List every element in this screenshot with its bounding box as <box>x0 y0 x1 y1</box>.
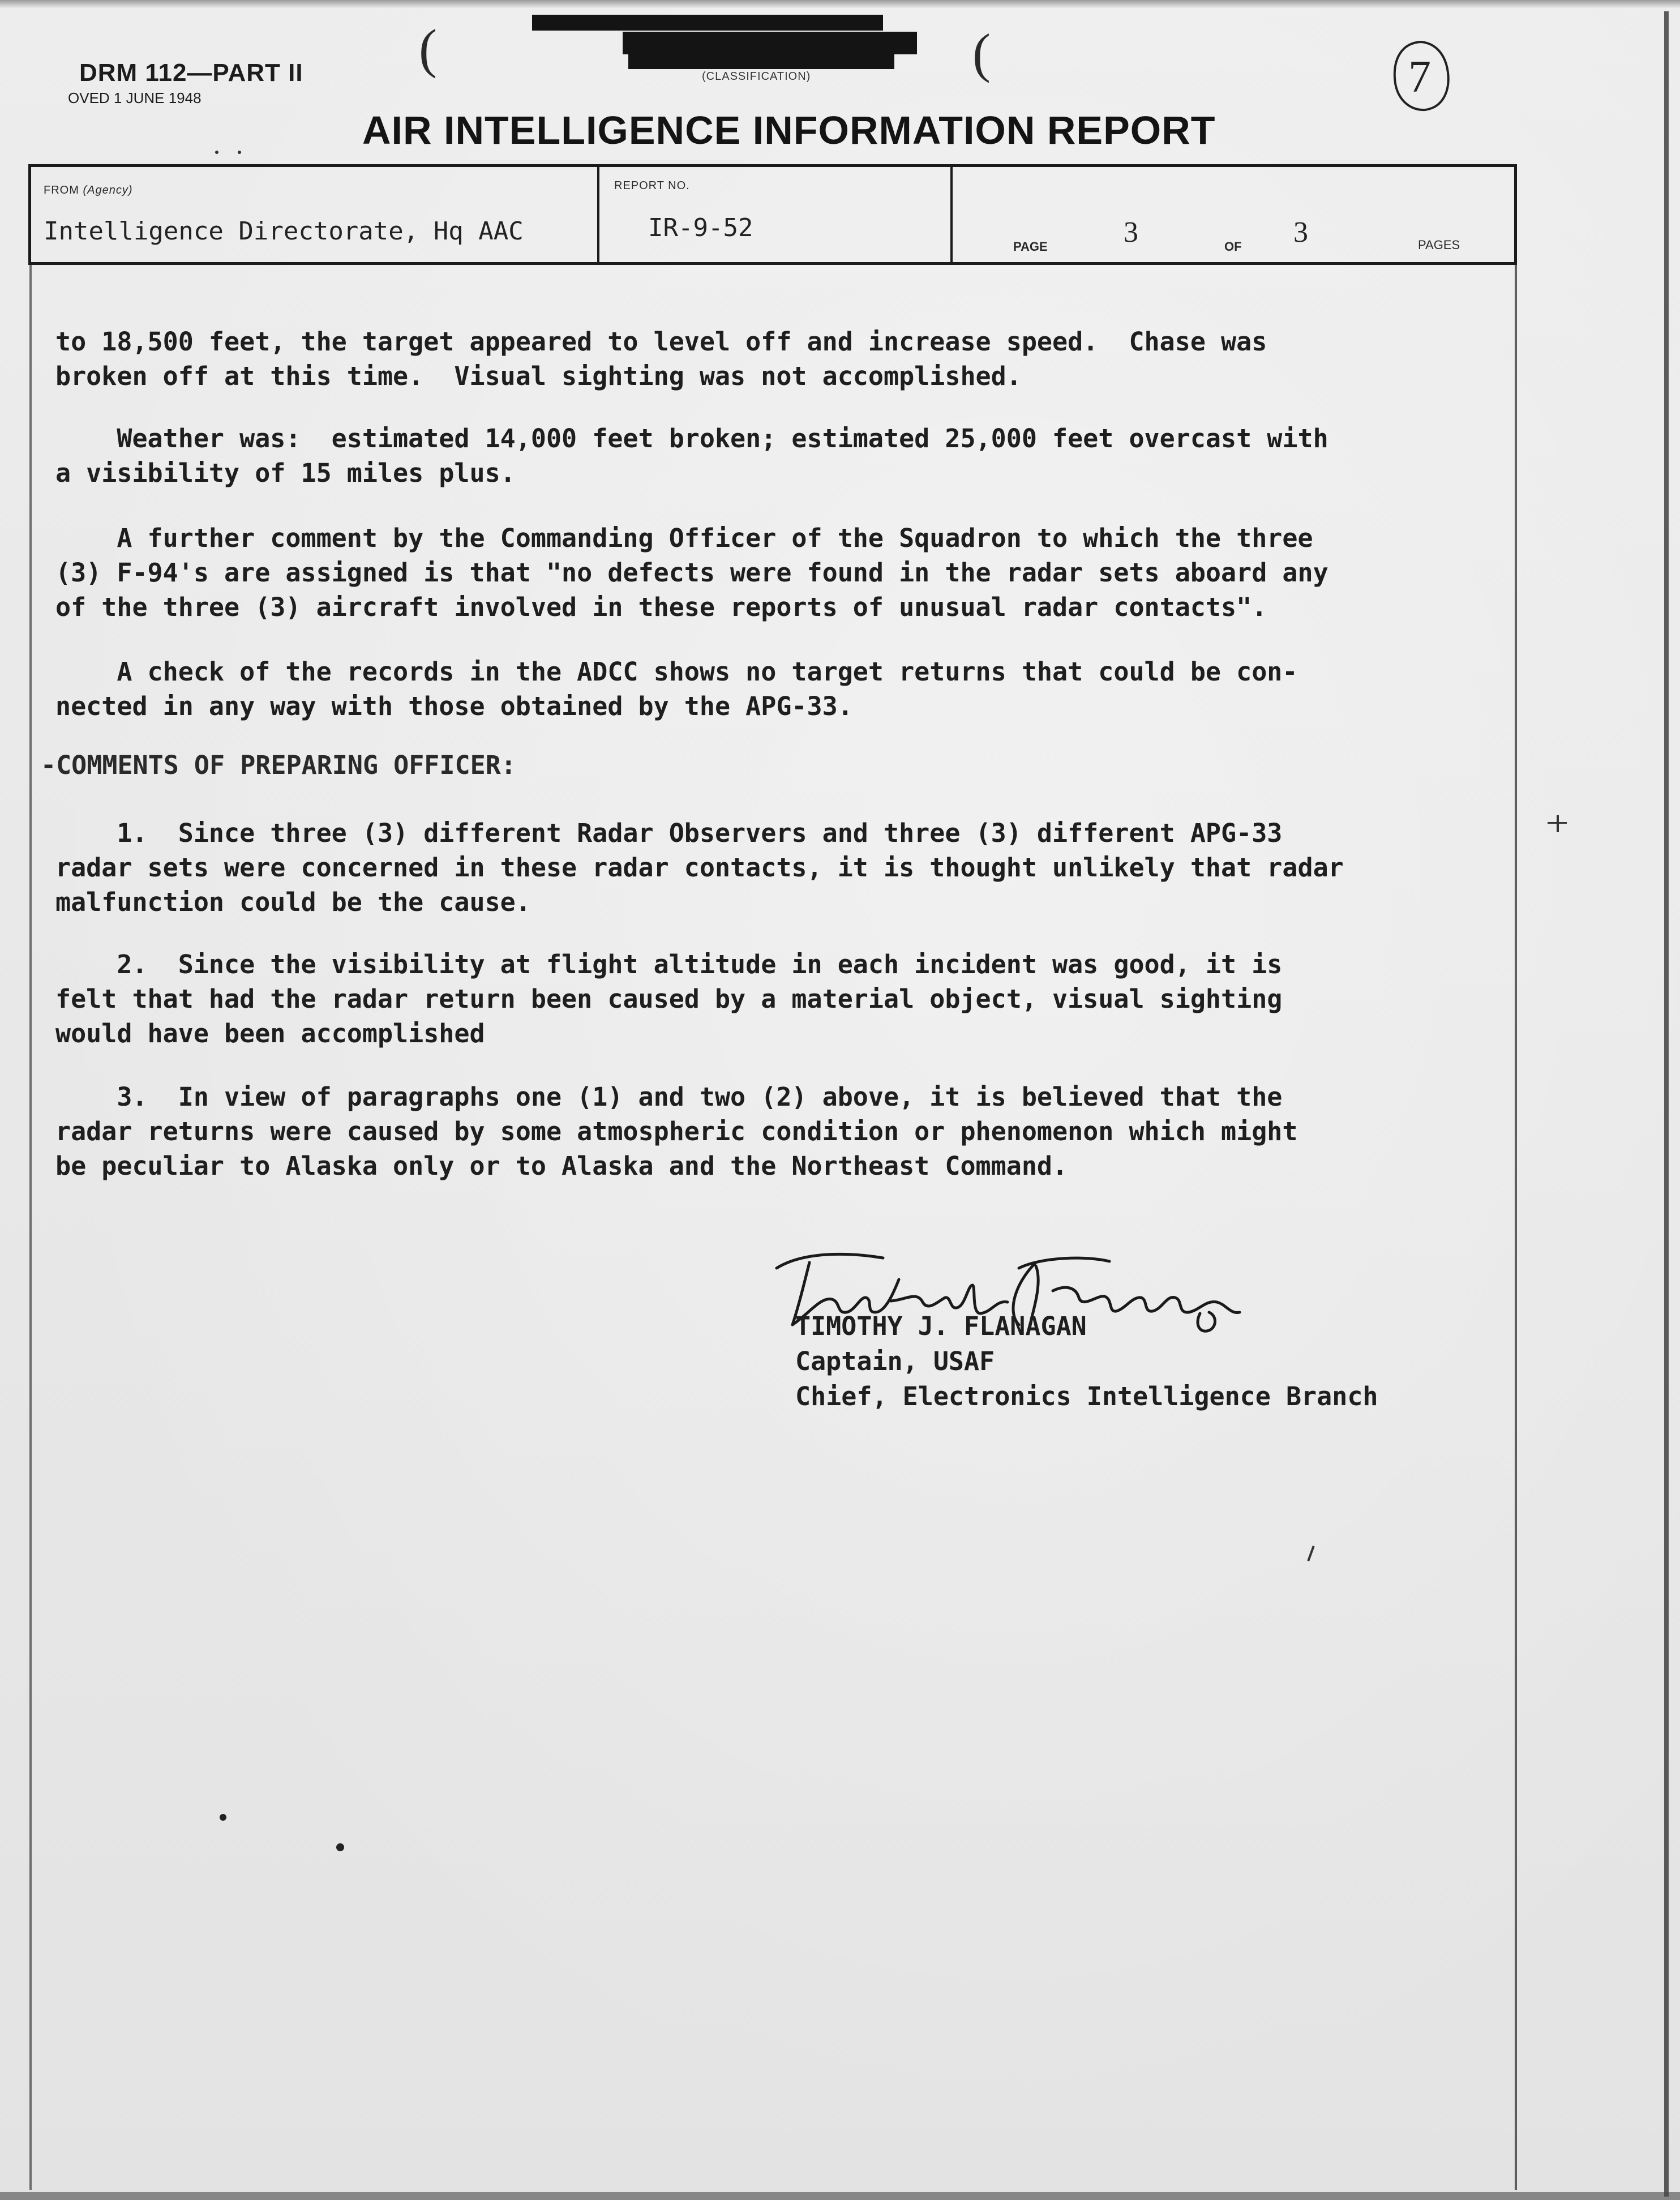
of-value: 3 <box>1293 216 1308 249</box>
form-approval-date: OVED 1 JUNE 1948 <box>68 89 202 106</box>
text-line: Weather was: estimated 14,000 feet broken; estimated 25,000 feet overcast with <box>55 423 1328 453</box>
text-line: broken off at this time. Visual sighting was not accomplished. <box>55 361 1022 391</box>
of-label: OF <box>1224 239 1242 254</box>
paragraph-chase-continuation <box>55 324 1493 393</box>
form-number: DRM 112—PART II <box>79 59 303 87</box>
report-title: AIR INTELLIGENCE INFORMATION REPORT <box>362 108 1216 152</box>
text-line: 3. In view of paragraphs one (1) and two (2) above, it is believed that the <box>55 1082 1283 1112</box>
pages-label: PAGES <box>1418 238 1460 252</box>
header-divider <box>950 167 953 262</box>
stray-mark-icon <box>336 1843 344 1851</box>
text-line: 2. Since the visibility at flight altitude in each incident was good, it is <box>55 949 1283 979</box>
text-line: 1. Since three (3) different Radar Observers and three (3) different APG-33 <box>55 818 1283 848</box>
comment-1 <box>55 816 1493 919</box>
paragraph-commanding-officer <box>55 521 1493 624</box>
signer-name: TIMOTHY J. FLANAGAN <box>795 1311 1087 1341</box>
text-line: felt that had the radar return been caused by a material object, visual sighting <box>55 984 1283 1014</box>
text-line: be peculiar to Alaska only or to Alaska and the Northeast Command. <box>55 1151 1068 1181</box>
classification-label: (CLASSIFICATION) <box>702 70 811 83</box>
page-right-edge <box>1664 11 1669 2197</box>
comment-2 <box>55 947 1493 1051</box>
comments-heading: -COMMENTS OF PREPARING OFFICER: <box>41 750 516 780</box>
paragraph-adcc-check <box>55 654 1493 724</box>
margin-mark-icon <box>1557 815 1559 832</box>
text-line: nected in any way with those obtained by the APG-33. <box>55 691 853 721</box>
left-margin-border <box>29 265 32 2190</box>
text-line: of the three (3) aircraft involved in these reports of unusual radar contacts". <box>55 592 1267 622</box>
report-header-box <box>28 164 1517 265</box>
from-agency-value: Intelligence Directorate, Hq AAC <box>44 217 524 246</box>
from-label: FROM (Agency) <box>44 184 133 196</box>
redaction-bar-icon <box>628 54 894 69</box>
signature-block <box>795 1309 1378 1414</box>
stray-mark-icon <box>1307 1546 1314 1561</box>
page-mark-number: 7 <box>1408 52 1431 102</box>
margin-mark-icon <box>1548 822 1567 824</box>
report-no-value: IR-9-52 <box>648 213 753 242</box>
paragraph-weather <box>55 421 1493 490</box>
signer-title: Chief, Electronics Intelligence Branch <box>795 1381 1378 1411</box>
text-line: A further comment by the Commanding Officer of the Squadron to which the three <box>55 523 1313 553</box>
classification-right-paren-icon: ( <box>972 23 991 83</box>
text-line: would have been accomplished <box>55 1018 485 1048</box>
text-line: (3) F-94's are assigned is that "no defects were found in the radar sets aboard any <box>55 558 1328 588</box>
page-mark-circle-icon <box>1387 37 1455 117</box>
page-top-edge <box>0 0 1680 8</box>
stray-mark-icon <box>220 1814 226 1821</box>
right-margin-border <box>1515 265 1517 2190</box>
report-no-label: REPORT NO. <box>614 179 690 192</box>
text-line: to 18,500 feet, the target appeared to level off and increase speed. Chase was <box>55 327 1267 357</box>
text-line: malfunction could be the cause. <box>55 887 531 917</box>
header-divider <box>597 167 599 262</box>
signer-rank: Captain, USAF <box>795 1346 995 1376</box>
redaction-bar-icon <box>532 15 883 31</box>
page-label: PAGE <box>1013 239 1048 254</box>
comment-3 <box>55 1080 1493 1183</box>
text-line: A check of the records in the ADCC shows no target returns that could be con- <box>55 657 1298 687</box>
page-bottom-edge <box>0 2192 1680 2200</box>
stray-mark-icon <box>238 151 241 154</box>
text-line: a visibility of 15 miles plus. <box>55 458 516 488</box>
text-line: radar sets were concerned in these radar contacts, it is thought unlikely that radar <box>55 853 1344 883</box>
classification-left-paren-icon: ( <box>419 18 437 79</box>
redaction-bar-icon <box>623 32 917 54</box>
page-value: 3 <box>1124 216 1138 249</box>
stray-mark-icon <box>215 151 218 154</box>
text-line: radar returns were caused by some atmospheric condition or phenomenon which might <box>55 1116 1298 1146</box>
